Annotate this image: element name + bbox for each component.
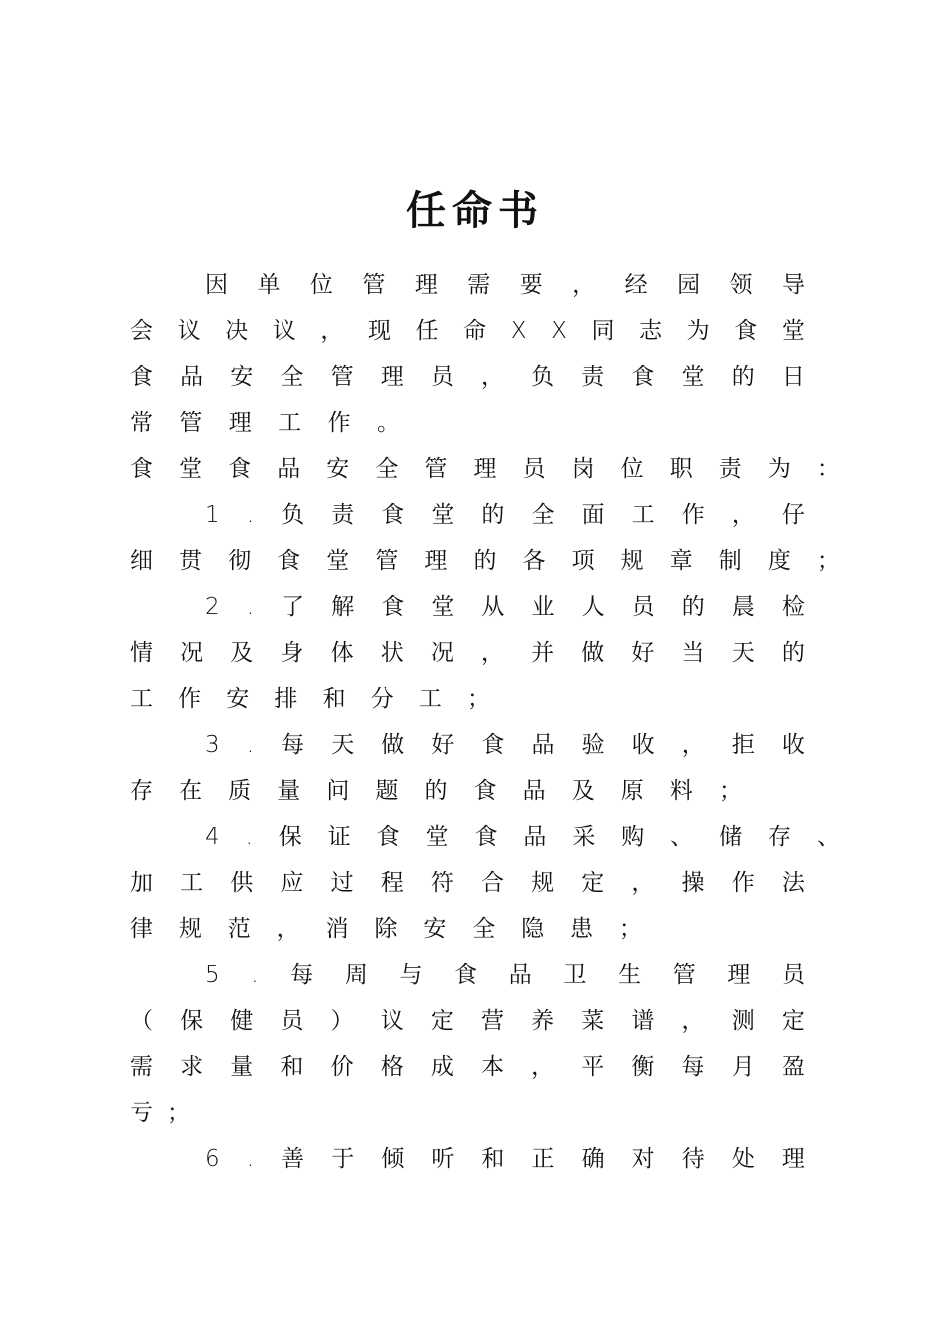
duty-5-line-4: 亏 ； <box>130 1100 190 1126</box>
duty-4-line-2: 加 工 供 应 过 程 符 合 规 定 ， 操 作 法 <box>130 870 805 896</box>
duty-2-line-2: 情 况 及 身 体 状 况 ， 并 做 好 当 天 的 <box>130 640 805 666</box>
duty-5-line-3: 需 求 量 和 价 格 成 本 ， 平 衡 每 月 盈 <box>130 1054 805 1080</box>
duty-1-line-2: 细 贯 彻 食 堂 管 理 的 各 项 规 章 制 度 ； <box>130 548 840 574</box>
body-line-4: 常 管 理 工 作 。 <box>130 410 400 436</box>
duty-1-line-1: 1 . 负 责 食 堂 的 全 面 工 作 ， 仔 <box>205 502 805 528</box>
duty-3-line-2: 存 在 质 量 问 题 的 食 品 及 原 料 ； <box>130 778 742 804</box>
body-line-1: 因 单 位 管 理 需 要 ， 经 园 领 导 <box>205 272 805 298</box>
duty-5-line-2: （ 保 健 员 ） 议 定 营 养 菜 谱 ， 测 定 <box>130 1008 805 1034</box>
body-line-5: 食 堂 食 品 安 全 管 理 员 岗 位 职 责 为 ： <box>130 456 840 482</box>
duty-2-line-1: 2 . 了 解 食 堂 从 业 人 员 的 晨 检 <box>205 594 805 620</box>
duty-4-line-3: 律 规 范 ， 消 除 安 全 隐 患 ； <box>130 916 642 942</box>
duty-6-line-1: 6 . 善 于 倾 听 和 正 确 对 待 处 理 <box>205 1146 805 1172</box>
duty-3-line-1: 3 . 每 天 做 好 食 品 验 收 ， 拒 收 <box>205 732 805 758</box>
body-line-3: 食 品 安 全 管 理 员 ， 负 责 食 堂 的 日 <box>130 364 805 390</box>
duty-5-line-1: 5 . 每 周 与 食 品 卫 生 管 理 员 <box>205 962 805 988</box>
document-title: 任命书 <box>406 187 544 234</box>
duty-4-line-1: 4 . 保 证 食 堂 食 品 采 购 、 储 存 、 <box>205 824 840 850</box>
body-line-2: 会 议 决 议 ， 现 任 命 X X 同 志 为 食 堂 <box>130 318 805 344</box>
duty-2-line-3: 工 作 安 排 和 分 工 ； <box>130 686 490 712</box>
